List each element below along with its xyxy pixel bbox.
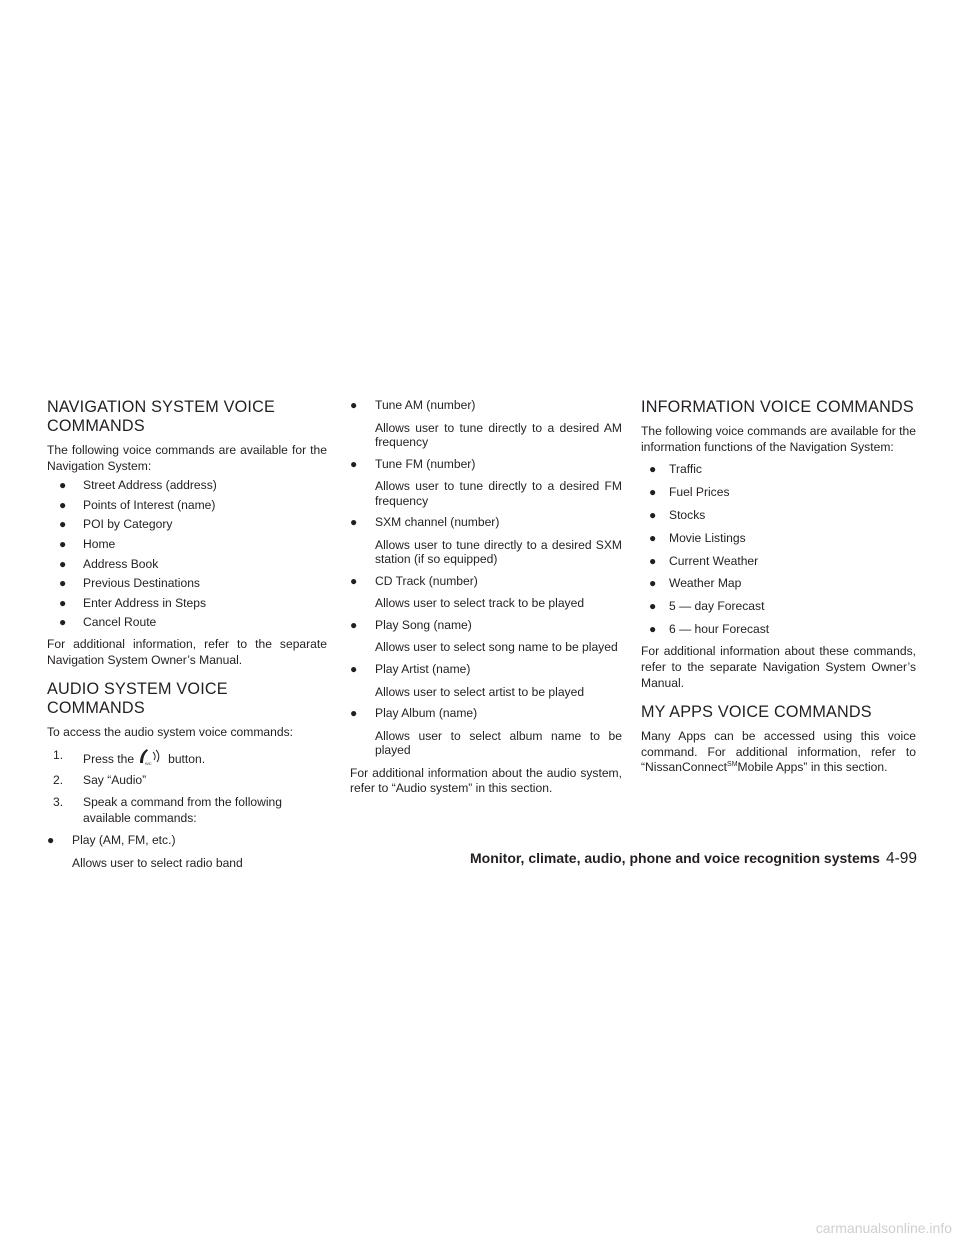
list-item: ● 6 — hour Forecast <box>649 621 770 636</box>
list-item: ● 5 — day Forecast <box>649 599 765 614</box>
column-left <box>47 398 327 870</box>
nav-note: For additional information, refer to the separate Navigation System Owner’s Manual. <box>47 636 327 667</box>
audio-command: ● Tune AM (number) Allows user to tune directly to a desired AM frequency <box>350 398 622 450</box>
nav-intro: The following voice commands are available for the Navigation System: <box>47 443 327 473</box>
nav-voice-heading: NAVIGATION SYSTEM VOICE COMMANDS <box>47 398 275 435</box>
svg-text:WC: WC <box>145 760 152 766</box>
info-voice-heading: INFORMATION VOICE COMMANDS <box>641 398 914 416</box>
list-item: ● Weather Map <box>649 576 742 591</box>
list-item: ● Stocks <box>649 507 706 522</box>
list-item: ● Enter Address in Steps <box>59 595 207 610</box>
section-title: Monitor, climate, audio, phone and voice recognition systems <box>470 850 880 866</box>
apps-text: Many Apps can be accessed using this voice command. For additional information, refer to “NissanConnect℠Mobile Apps” in this section. <box>641 729 916 775</box>
list-item: ● Movie Listings <box>649 530 746 545</box>
list-item: ● Current Weather <box>649 553 759 568</box>
apps-voice-heading: MY APPS VOICE COMMANDS <box>641 703 872 722</box>
list-item: ● Cancel Route <box>59 615 157 630</box>
audio-command: ● Play (AM, FM, etc.) Allows user to select radio band <box>47 833 243 870</box>
list-item: ● Fuel Prices <box>649 485 730 500</box>
list-item: ● Home <box>59 536 116 551</box>
voice-talk-icon <box>138 748 162 766</box>
page-footer <box>0 850 917 868</box>
info-command-list <box>641 462 916 637</box>
step-item: 3. Speak a command from the following available commands: <box>53 794 282 825</box>
page-number: 4-99 <box>885 850 917 867</box>
info-note: For additional information about these commands, refer to the separate Navigation System Owner’s Manual. <box>641 644 916 690</box>
watermark: carmanualsonline.info <box>815 1220 952 1236</box>
list-item: ● Previous Destinations <box>59 576 200 591</box>
list-item: ● Street Address (address) <box>59 478 217 493</box>
list-item: ● Points of Interest (name) <box>59 497 216 512</box>
list-item: ● POI by Category <box>59 517 173 532</box>
audio-command: ● SXM channel (number) Allows user to tune directly to a desired SXM station (if so equipped) <box>350 515 622 567</box>
audio-command: ● Play Album (name) Allows user to select album name to be played <box>350 706 622 758</box>
audio-note: For additional information about the audio system, refer to “Audio system” in this section. <box>350 765 622 796</box>
audio-command: ● CD Track (number) Allows user to select track to be played <box>350 573 585 611</box>
column-middle <box>350 398 622 797</box>
column-right <box>641 398 916 776</box>
info-intro: The following voice commands are available for the information functions of the Navigation System: <box>641 424 916 454</box>
audio-intro: To access the audio system voice commands: <box>47 725 294 740</box>
audio-steps <box>47 748 327 826</box>
audio-command: ● Play Song (name) Allows user to select song name to be played <box>350 617 618 655</box>
audio-command: ● Play Artist (name) Allows user to select artist to be played <box>350 661 585 699</box>
audio-voice-heading: AUDIO SYSTEM VOICE COMMANDS <box>47 680 228 718</box>
list-item: ● Address Book <box>59 556 159 571</box>
step-item: 2. Say “Audio” <box>53 773 147 788</box>
step-item: 1. Press the WC button. <box>53 747 206 766</box>
nav-command-list <box>47 478 327 631</box>
list-item: ● Traffic <box>649 462 702 477</box>
audio-command: ● Tune FM (number) Allows user to tune directly to a desired FM frequency <box>350 456 622 508</box>
